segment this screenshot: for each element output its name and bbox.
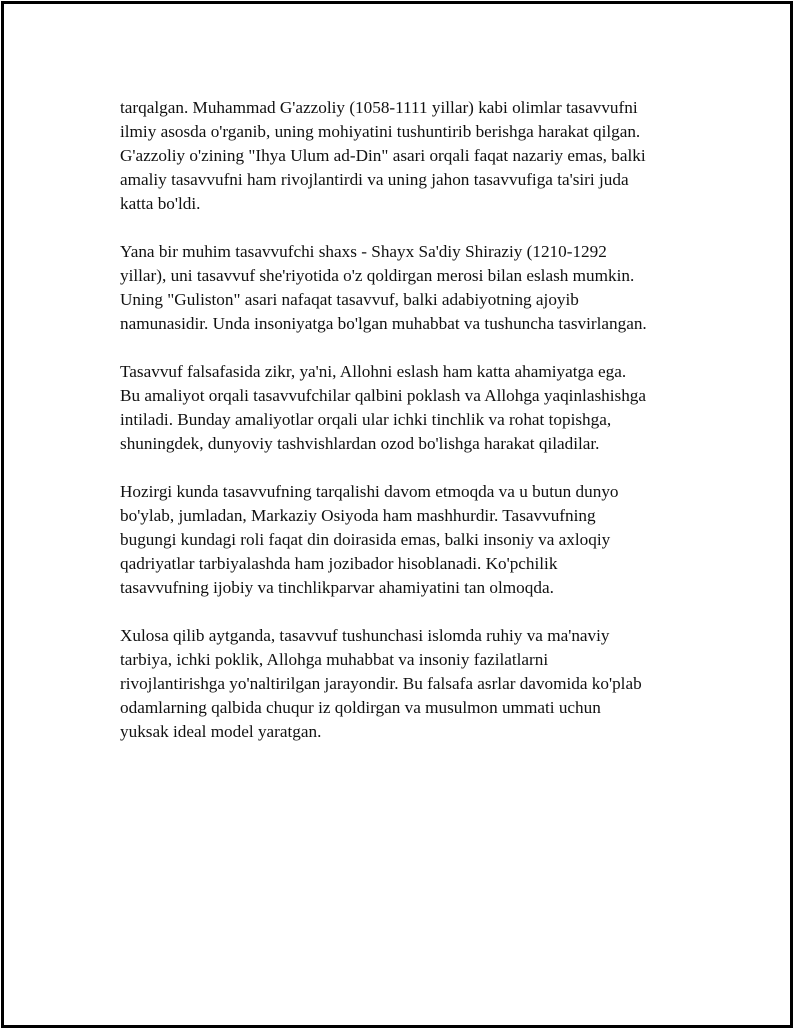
- paragraph-5: [120, 624, 698, 744]
- paragraph-2: [120, 240, 698, 336]
- text-line: Uning "Guliston" asari nafaqat tasavvuf, balki adabiyotning ajoyib: [120, 290, 579, 309]
- text-line: ilmiy asosda o'rganib, uning mohiyatini tushuntirib berishga harakat qilgan.: [120, 122, 641, 141]
- text-line: bo'ylab, jumladan, Markaziy Osiyoda ham mashhurdir. Tasavvufning: [120, 506, 596, 525]
- paragraph-4: [120, 480, 698, 600]
- text-line: katta bo'ldi.: [120, 194, 201, 213]
- text-line: shuningdek, dunyoviy tashvishlardan ozod bo'lishga harakat qiladilar.: [120, 434, 600, 453]
- document-page: [1, 1, 793, 1028]
- paragraph-1: [120, 96, 698, 216]
- text-line: Yana bir muhim tasavvufchi shaxs - Shayx Sa'diy Shiraziy (1210-1292: [120, 242, 607, 261]
- text-line: Xulosa qilib aytganda, tasavvuf tushunchasi islomda ruhiy va ma'naviy: [120, 626, 610, 645]
- text-line: qadriyatlar tarbiyalashda ham jozibador hisoblanadi. Ko'pchilik: [120, 554, 558, 573]
- text-line: Hozirgi kunda tasavvufning tarqalishi davom etmoqda va u butun dunyo: [120, 482, 619, 501]
- text-line: Bu amaliyot orqali tasavvufchilar qalbini poklash va Allohga yaqinlashishga: [120, 386, 647, 405]
- text-line: intiladi. Bunday amaliyotlar orqali ular ichki tinchlik va rohat topishga,: [120, 410, 612, 429]
- text-line: bugungi kundagi roli faqat din doirasida emas, balki insoniy va axloqiy: [120, 530, 611, 549]
- text-line: tasavvufning ijobiy va tinchlikparvar ahamiyatini tan olmoqda.: [120, 578, 554, 597]
- text-line: amaliy tasavvufni ham rivojlantirdi va uning jahon tasavvufiga ta'siri juda: [120, 170, 629, 189]
- text-line: G'azzoliy o'zining "Ihya Ulum ad-Din" asari orqali faqat nazariy emas, balki: [120, 146, 646, 165]
- text-line: yuksak ideal model yaratgan.: [120, 722, 322, 741]
- text-line: tarqalgan. Muhammad G'azzoliy (1058-1111 yillar) kabi olimlar tasavvufni: [120, 98, 638, 117]
- text-line: odamlarning qalbida chuqur iz qoldirgan va musulmon ummati uchun: [120, 698, 601, 717]
- text-line: tarbiya, ichki poklik, Allohga muhabbat va insoniy fazilatlarni: [120, 650, 549, 669]
- paragraph-3: [120, 360, 698, 456]
- text-line: rivojlantirishga yo'naltirilgan jarayondir. Bu falsafa asrlar davomida ko'plab: [120, 674, 642, 693]
- text-line: Tasavvuf falsafasida zikr, ya'ni, Allohni eslash ham katta ahamiyatga ega.: [120, 362, 627, 381]
- document-body: [120, 96, 698, 768]
- text-line: yillar), uni tasavvuf she'riyotida o'z qoldirgan merosi bilan eslash mumkin.: [120, 266, 635, 285]
- text-line: namunasidir. Unda insoniyatga bo'lgan muhabbat va tushuncha tasvirlangan.: [120, 314, 647, 333]
